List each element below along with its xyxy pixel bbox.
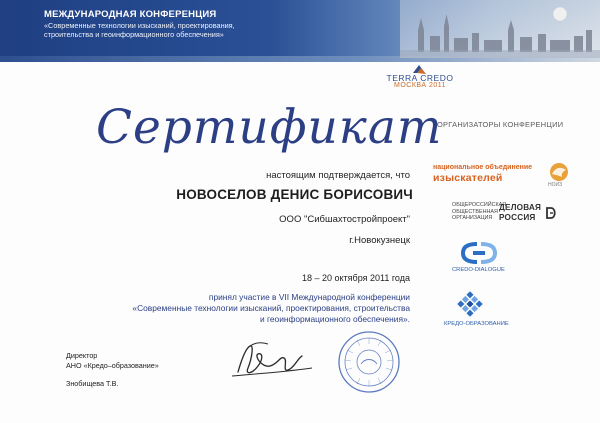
participation-text [60,292,410,325]
handwritten-signature [228,338,316,384]
caption-line: ОРГАНИЗАЦИЯ [452,215,493,222]
name-line: РОССИЯ [499,212,536,222]
terra-credo-name: TERRA CREDO [386,73,454,83]
city-skyline-image [400,0,600,58]
organizer-credo-dialogue [452,240,522,278]
credo-dialogue-logo-icon [460,240,498,266]
organizer-noiz-name: изыскателей [433,172,503,184]
organizer-noiz-top: национальное объединение [433,164,533,171]
signer-name: Знобищева Т.В. [66,379,119,388]
recipient-city: г.Новокузнецк [349,235,410,246]
credo-obrazovanie-label: КРЕДО-ОБРАЗОВАНИЕ [444,321,509,327]
participation-line: и геоинформационного обеспечения». [260,314,410,324]
recipient-company: ООО "Сибшахтостройпроект" [279,214,410,225]
delovaya-rossiya-logo-icon [544,206,558,220]
participation-line: принял участие в VII Международной конференции [208,292,410,302]
city-skyline-illustration [400,0,600,58]
participation-line: «Современные технологии изысканий, проектирования, строительства [132,303,410,313]
organizer-delovaya-rossiya-caption [452,202,506,222]
credo-obrazovanie-logo-icon [454,288,486,320]
organizer-delovaya-rossiya-name [499,203,541,222]
organizer-credo-obrazovanie [444,288,534,332]
confirm-text: настоящим подтверждается, что [266,170,410,181]
organizers-title: ОРГАНИЗАТОРЫ КОНФЕРЕНЦИИ [437,120,564,129]
conference-title: МЕЖДУНАРОДНАЯ КОНФЕРЕНЦИЯ [44,9,217,20]
certificate-title: Сертификат [96,100,443,155]
terra-credo-city-year: МОСКВА 2011 [393,82,446,89]
organizer-noiz [433,162,573,192]
noiz-logo-icon [546,162,572,184]
event-dates: 18 – 20 октября 2011 года [301,273,410,283]
signer-role [66,351,159,370]
name-line: ДЕЛОВАЯ [499,203,542,212]
signer-role-line: АНО «Кредо–образование» [66,360,159,370]
credo-dialogue-label: CREDO-DIALOGUE [452,267,505,273]
organizer-delovaya-rossiya [452,202,562,232]
recipient-name: НОВОСЕЛОВ ДЕНИС БОРИСОВИЧ [176,187,413,202]
conference-subtitle [44,21,235,39]
caption-line: ОБЩЕСТВЕННАЯ [452,208,498,215]
organizer-noiz-abbr: НОИЗ [548,182,563,188]
signer-role-line: Директор [66,351,98,360]
organization-stamp [337,330,401,394]
conference-subtitle-line: строительства и геоинформационного обеспечения» [44,30,224,39]
conference-subtitle-line: «Современные технологии изысканий, проектирования, [44,21,235,30]
caption-line: ОБЩЕРОССИЙСКАЯ [452,202,507,208]
